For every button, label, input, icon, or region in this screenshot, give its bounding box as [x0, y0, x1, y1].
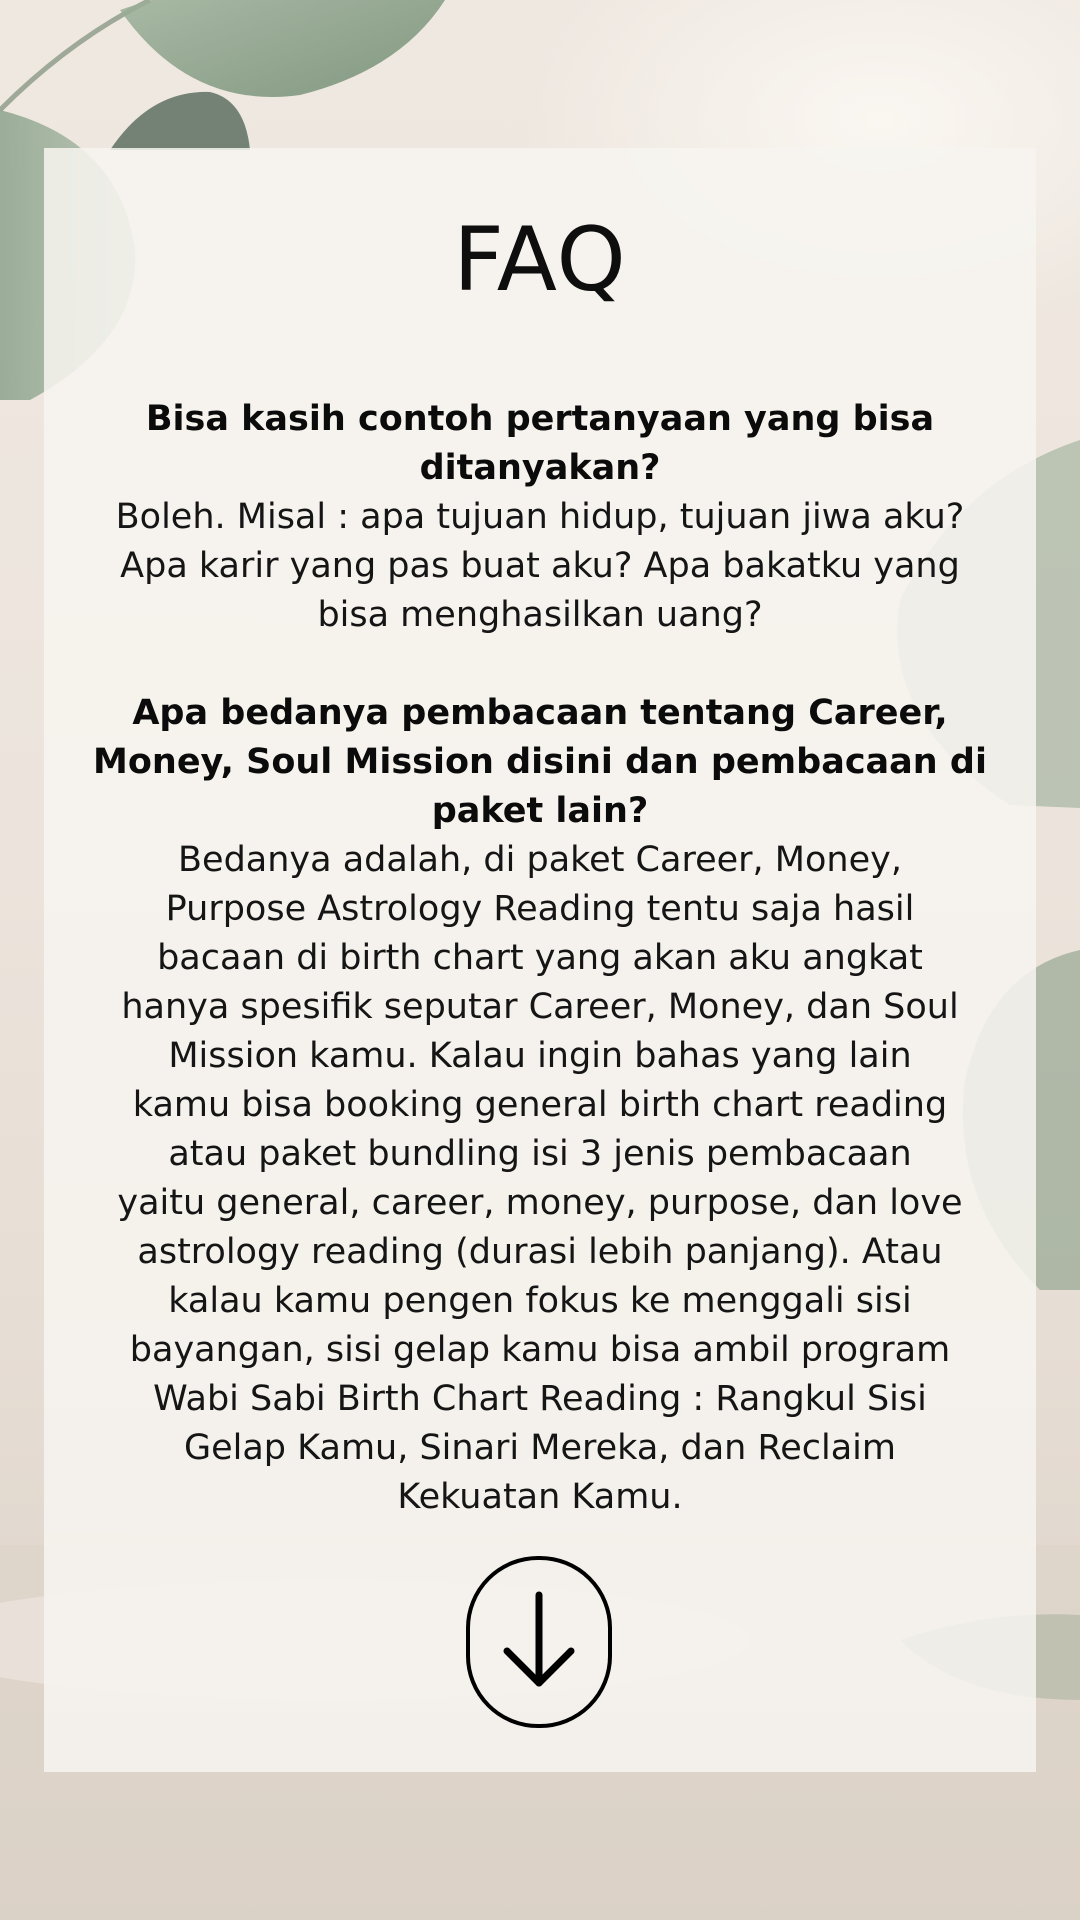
faq-answer: Bedanya adalah, di paket Career, Money, Purpose Astrology Reading tentu saja hasil bacaan di birth chart yang akan aku angkat hanya spesifik seputar Career, Money, dan Soul Mission kamu. Kalau ingin bahas yang lain kamu bisa booking general birth chart reading atau paket bundling isi 3 jenis pembacaan yaitu general, career, money, purpose, dan love astrology reading (durasi lebih panjang). Atau kalau kamu pengen fokus ke menggali sisi bayangan, sisi gelap kamu bisa ambil program Wabi Sabi Birth Chart Reading : Rangkul Sisi Gelap Kamu, Sinari Mereka, dan Reclaim Kekuatan Kamu. [117, 839, 963, 1517]
arrow-down-icon [499, 1587, 579, 1697]
scroll-down-button[interactable] [466, 1556, 612, 1728]
faq-question: Apa bedanya pembacaan tentang Career, Money, Soul Mission disini dan pembacaan di paket lain? [93, 692, 987, 831]
faq-card [44, 148, 1036, 1772]
faq-question: Bisa kasih contoh pertanyaan yang bisa ditanyakan? [145, 398, 935, 488]
faq-answer: Boleh. Misal : apa tujuan hidup, tujuan jiwa aku? Apa karir yang pas buat aku? Apa bakatku yang bisa menghasilkan uang? [115, 496, 965, 635]
faq-item [86, 689, 994, 1522]
page-title: FAQ [453, 208, 627, 311]
faq-item [86, 395, 994, 640]
